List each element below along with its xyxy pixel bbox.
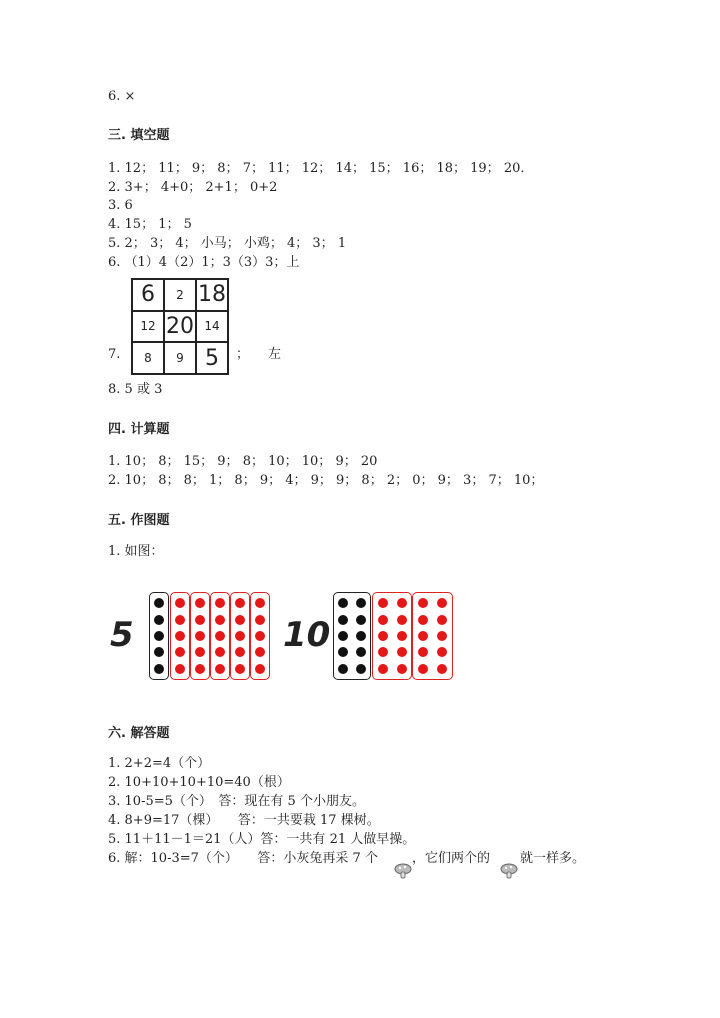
red-dot — [215, 598, 225, 608]
dot-column — [154, 595, 164, 677]
black-dot — [356, 664, 366, 674]
red-dot — [255, 615, 265, 625]
red-dot — [175, 631, 185, 641]
red-dot — [255, 647, 265, 657]
red-dot — [397, 615, 407, 625]
grid-cell: 6 — [132, 279, 164, 311]
red-dot — [255, 631, 265, 641]
red-dot — [378, 664, 388, 674]
red-dot — [437, 631, 447, 641]
red-dot — [378, 598, 388, 608]
red-dot — [175, 647, 185, 657]
grid-cell: 5 — [196, 342, 228, 374]
answer-line-number: 7. — [108, 347, 121, 362]
number-grid — [131, 278, 229, 375]
answer-line: 8. 5 或 3 — [108, 382, 163, 397]
red-dot — [378, 647, 388, 657]
red-dot — [195, 647, 205, 657]
dot-column — [397, 595, 407, 677]
answer-line: 3. 6 — [108, 198, 133, 213]
red-dot — [235, 598, 245, 608]
red-dot — [437, 647, 447, 657]
red-dot — [378, 631, 388, 641]
figure-number-ten: 10 — [283, 615, 331, 655]
answer-word: 左 — [268, 347, 282, 362]
red-dot — [175, 598, 185, 608]
red-dot — [195, 615, 205, 625]
answer-line: 1. 2+2=4（个） — [108, 756, 211, 771]
dot-column — [418, 595, 428, 677]
black-dot — [338, 631, 348, 641]
mushroom-icon — [394, 862, 412, 880]
red-dot — [195, 664, 205, 674]
grid-cell: 20 — [164, 311, 196, 343]
grid-cell: 12 — [132, 311, 164, 343]
red-dot — [418, 615, 428, 625]
black-dot — [338, 598, 348, 608]
black-dot — [338, 664, 348, 674]
red-dot — [235, 647, 245, 657]
black-dot — [154, 647, 164, 657]
red-dot — [437, 664, 447, 674]
red-dot-card — [412, 592, 453, 680]
dot-column — [356, 595, 366, 677]
dot-column — [338, 595, 348, 677]
grid-cell: 18 — [196, 279, 228, 311]
red-dot — [418, 664, 428, 674]
black-dot — [154, 631, 164, 641]
red-dot — [418, 647, 428, 657]
red-dot-card — [170, 592, 190, 680]
red-dot — [235, 615, 245, 625]
red-dot — [195, 598, 205, 608]
dot-column — [215, 595, 225, 677]
black-dot — [154, 615, 164, 625]
answer-line: 2. 10+10+10+10=40（根） — [108, 775, 290, 790]
answer-line: 5. 11＋11－1＝21（人）答：一共有 21 人做早操。 — [108, 832, 416, 847]
answer-line-end: 就一样多。 — [520, 851, 586, 866]
red-dot-card — [372, 592, 412, 680]
answer-line: 2. 3+； 4+0； 2+1； 0+2 — [108, 180, 278, 195]
red-dot-card — [230, 592, 250, 680]
red-dot-card — [190, 592, 210, 680]
black-dot — [356, 647, 366, 657]
black-dot — [154, 598, 164, 608]
dot-column — [235, 595, 245, 677]
black-dot — [338, 647, 348, 657]
grid-cell: 9 — [164, 342, 196, 374]
red-dot — [235, 631, 245, 641]
mushroom-icon — [500, 862, 518, 880]
black-dot — [356, 615, 366, 625]
dot-column — [195, 595, 205, 677]
answer-line: 1. 如图： — [108, 544, 164, 559]
grid-cell: 2 — [164, 279, 196, 311]
answer-line-tail: ； — [236, 347, 250, 362]
red-dot — [215, 664, 225, 674]
red-dot — [418, 598, 428, 608]
answer-line: 6. 解：10-3=7（个） 答：小灰兔再采 7 个 — [108, 851, 378, 866]
black-dot-card — [333, 592, 371, 680]
answer-line: 4. 8+9=17（棵） 答：一共要栽 17 棵树。 — [108, 813, 380, 828]
red-dot — [215, 647, 225, 657]
grid-cell: 8 — [132, 342, 164, 374]
red-dot — [437, 598, 447, 608]
dot-column — [437, 595, 447, 677]
red-dot — [175, 615, 185, 625]
grid-cell: 14 — [196, 311, 228, 343]
black-dot-card — [149, 592, 169, 680]
answer-line: 4. 15； 1； 5 — [108, 217, 192, 232]
answer-line-continued: ，它们两个的 — [412, 851, 491, 866]
red-dot — [255, 598, 265, 608]
answer-line: 6. （1）4（2）1；3（3）3；上 — [108, 255, 300, 270]
answer-line: 6. × — [108, 89, 136, 104]
red-dot — [215, 615, 225, 625]
section-heading-calculation: 四. 计算题 — [108, 422, 170, 437]
red-dot — [397, 631, 407, 641]
red-dot — [397, 647, 407, 657]
answer-line: 5. 2； 3； 4； 小马； 小鸡； 4； 3； 1 — [108, 236, 347, 251]
answer-line: 1. 10； 8； 15； 9； 8； 10； 10； 9； 20 — [108, 454, 378, 469]
red-dot-card — [210, 592, 230, 680]
section-heading-word-problems: 六. 解答题 — [108, 726, 170, 741]
black-dot — [338, 615, 348, 625]
dot-column — [255, 595, 265, 677]
answer-line: 3. 10-5=5（个） 答：现在有 5 个小朋友。 — [108, 794, 365, 809]
dot-column — [378, 595, 388, 677]
red-dot — [418, 631, 428, 641]
red-dot — [175, 664, 185, 674]
red-dot — [397, 598, 407, 608]
red-dot — [255, 664, 265, 674]
section-heading-drawing: 五. 作图题 — [108, 513, 170, 528]
red-dot — [215, 631, 225, 641]
section-heading-fill-in: 三. 填空题 — [108, 128, 170, 143]
red-dot — [437, 615, 447, 625]
figure-number-five: 5 — [110, 615, 134, 655]
red-dot — [195, 631, 205, 641]
black-dot — [154, 664, 164, 674]
black-dot — [356, 631, 366, 641]
red-dot-card — [250, 592, 270, 680]
red-dot — [235, 664, 245, 674]
red-dot — [378, 615, 388, 625]
black-dot — [356, 598, 366, 608]
answer-line: 2. 10； 8； 8； 1； 8； 9； 4； 9； 9； 8； 2； 0； 9； 3； 7； 10； — [108, 473, 544, 488]
dot-column — [175, 595, 185, 677]
answer-line: 1. 12； 11； 9； 8； 7； 11； 12； 14； 15； 16； 18； 19； 20． — [108, 161, 534, 176]
red-dot — [397, 664, 407, 674]
